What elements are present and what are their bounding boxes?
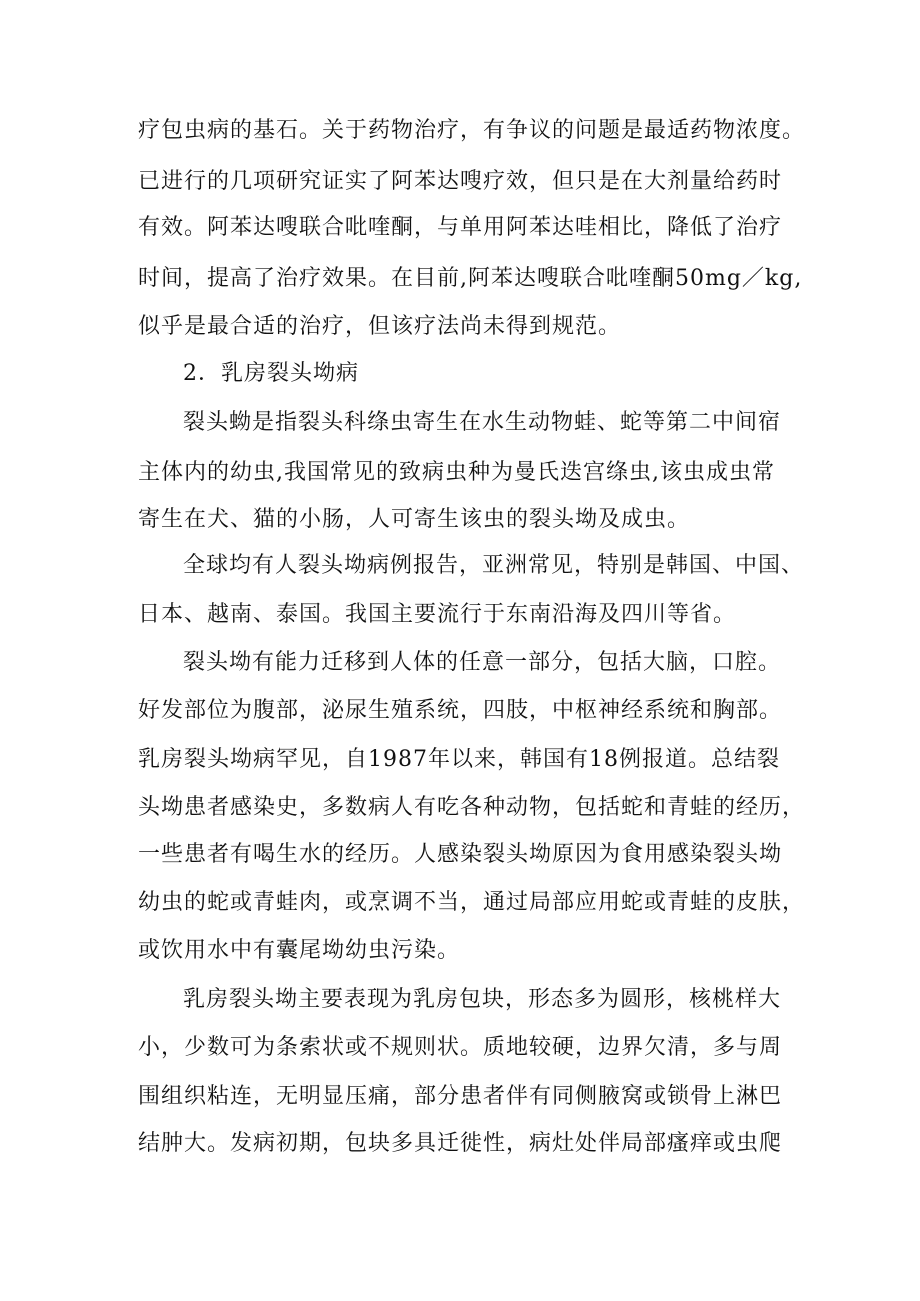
text-line: 一些患者有喝生水的经历。人感染裂头坳原因为食用感染裂头坳 xyxy=(138,842,783,867)
text-line: 或饮用水中有囊尾坳幼虫污染。 xyxy=(138,938,461,963)
text-line: 结肿大。发病初期，包块多具迁徙性，病灶处伴局部瘙痒或虫爬 xyxy=(138,1131,783,1156)
text-line: 幼虫的蛇或青蛙肉，或烹调不当，通过局部应用蛇或青蛙的皮肤， xyxy=(138,890,806,915)
text-line: 乳房裂头坳主要表现为乳房包块，形态多为圆形，核桃样大 xyxy=(183,987,782,1012)
text-line: 好发部位为腹部，泌尿生殖系统，四肢，中枢神经系统和胸部。 xyxy=(138,698,783,723)
text-line: 裂头坳有能力迁移到人体的任意一部分，包括大脑，口腔。 xyxy=(183,650,782,675)
text-line: 寄生在犬、猫的小肠，人可寄生该虫的裂头坳及成虫。 xyxy=(138,507,691,532)
text-line: 全球均有人裂头坳病例报告，亚洲常见，特别是韩国、中国、 xyxy=(183,553,805,578)
text-line: 似乎是最合适的治疗，但该疗法尚未得到规范。 xyxy=(138,314,622,339)
text-line: 小，少数可为条索状或不规则状。质地较硬，边界欠清，多与周 xyxy=(138,1035,783,1060)
section-heading: 2．乳房裂头坳病 xyxy=(183,361,359,386)
text-line: 已进行的几项研究证实了阿苯达嗖疗效，但只是在大剂量给药时 xyxy=(138,169,783,194)
text-line: 裂头蚴是指裂头科绦虫寄生在水生动物蛙、蛇等第二中间宿 xyxy=(183,410,782,435)
text-line: 疗包虫病的基石。关于药物治疗，有争议的问题是最适药物浓度。 xyxy=(138,118,806,143)
text-line: 主体内的幼虫,我国常见的致病虫种为曼氏迭宫绦虫,该虫成虫常 xyxy=(138,460,775,485)
text-line: 头坳患者感染史，多数病人有吃各种动物，包括蛇和青蛙的经历， xyxy=(138,795,806,820)
text-line: 时间，提高了治疗效果。在目前,阿苯达嗖联合吡喹酮50mg／kg, xyxy=(138,266,803,291)
text-line: 日本、越南、泰国。我国主要流行于东南沿海及四川等省。 xyxy=(138,602,737,627)
text-line: 乳房裂头坳病罕见，自1987年以来，韩国有18例报道。总结裂 xyxy=(138,747,780,772)
text-line: 围组织粘连，无明显压痛，部分患者伴有同侧腋窝或锁骨上淋巴 xyxy=(138,1084,783,1109)
text-line: 有效。阿苯达嗖联合吡喹酮，与单用阿苯达哇相比，降低了治疗 xyxy=(138,215,783,240)
